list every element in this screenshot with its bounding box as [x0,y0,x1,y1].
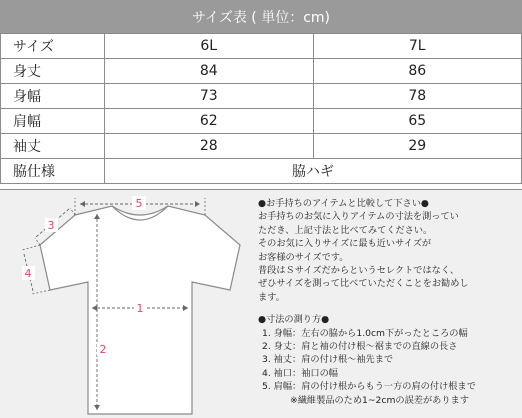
table-row [1,159,522,184]
cell-6l-body-length: 84 [105,59,314,84]
label-body-width: 1 [136,302,144,315]
cell-7l-body-length: 86 [313,59,522,84]
table-row [1,109,522,134]
cell-6l-body-width: 73 [105,84,314,109]
list-item: 1. 身幅：左右の脇から1.0cm下がったところの幅 [262,327,468,339]
row-label-sleeve-length: 袖丈 [1,134,105,159]
table-row [1,59,522,84]
row-label-shoulder-width: 肩幅 [1,109,105,134]
cell-7l-body-width: 78 [313,84,522,109]
cell-7l-sleeve-length: 29 [313,134,522,159]
arrow-head [195,201,200,207]
guide-line [35,238,40,245]
cell-7l-shoulder-width: 65 [313,109,522,134]
list-item: 3. 袖丈：肩の付け根～袖先まで [262,354,394,366]
header-6l: 6L [105,34,314,59]
guide-line [32,290,50,294]
measure-heading: ●寸法の測り方● [258,314,330,326]
table-row [1,134,522,159]
label-body-length: 2 [99,343,107,356]
list-item: 5. 肩幅：肩の付け根からもう一方の肩の付け根まで [262,381,476,393]
label-shoulder-width: 5 [135,197,143,210]
measure-list [258,327,518,394]
list-item: 4. 袖口：袖口の幅 [262,367,338,379]
table-header-row [1,34,522,59]
table-row [1,84,522,109]
compare-heading: ●お手持ちのアイテムと比較して下さい● [258,198,429,209]
size-chart-title: サイズ表 ( 単位：cm) [0,0,522,33]
size-table [0,33,522,184]
measurement-notes [258,197,518,407]
header-size-label: サイズ [1,34,105,59]
guide-line [70,208,75,215]
compare-text: お手持ちのお気に入りアイテムの寸法を測ってい ただき、上記寸法と比べてみてください。 そのお気に入りサイズに最も近いサイズが お客様のサイズです。 普段はＳサイズだからというセレクトではなく、 ぜひサイズを測って比べていただくことをお勧めし ます。 [258,211,469,303]
cell-6l-shoulder-width: 62 [105,109,314,134]
tolerance-footnote: ※繊維製品のため1~2cmの誤差があります [290,394,469,406]
label-sleeve-length: 3 [47,219,55,232]
arrow-head [80,201,85,207]
row-label-body-width: 身幅 [1,84,105,109]
row-label-side-spec: 脇仕様 [1,159,105,184]
measurement-section [0,190,522,418]
row-label-body-length: 身丈 [1,59,105,84]
list-item: 2. 身丈：肩と袖の付け根～裾までの直線の長さ [262,341,458,353]
cell-6l-sleeve-length: 28 [105,134,314,159]
tshirt-diagram [0,190,250,418]
label-sleeve-opening: 4 [24,267,32,280]
header-7l: 7L [313,34,522,59]
guide-line [22,245,40,250]
cell-side-spec: 脇ハギ [105,159,522,184]
